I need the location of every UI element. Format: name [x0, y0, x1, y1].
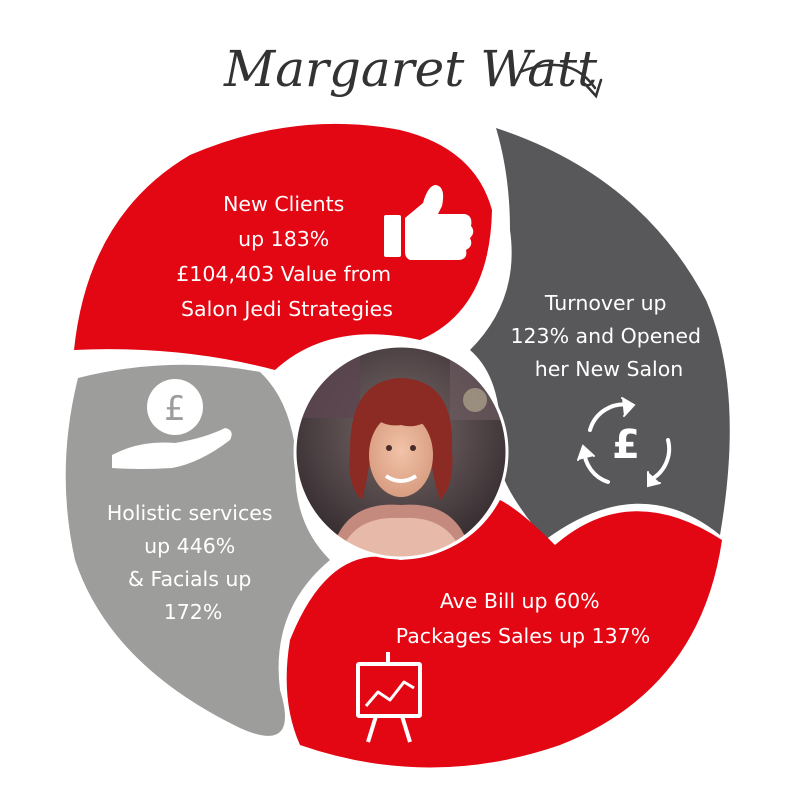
turnover-text: Turnover up 123% and Opened her New Salon	[510, 291, 702, 381]
holistic-text: Holistic services up 446% & Facials up 172%	[106, 501, 273, 624]
diagram-title: Margaret Watt	[224, 40, 598, 98]
svg-text:£: £	[164, 389, 186, 429]
ave-bill-text: Ave Bill up 60% Packages Sales up 137%	[395, 589, 651, 648]
svg-text:£: £	[612, 422, 640, 468]
new-clients-text: New Clients up 183% £104,403 Value from Salon Jedi Strategies	[176, 192, 393, 321]
